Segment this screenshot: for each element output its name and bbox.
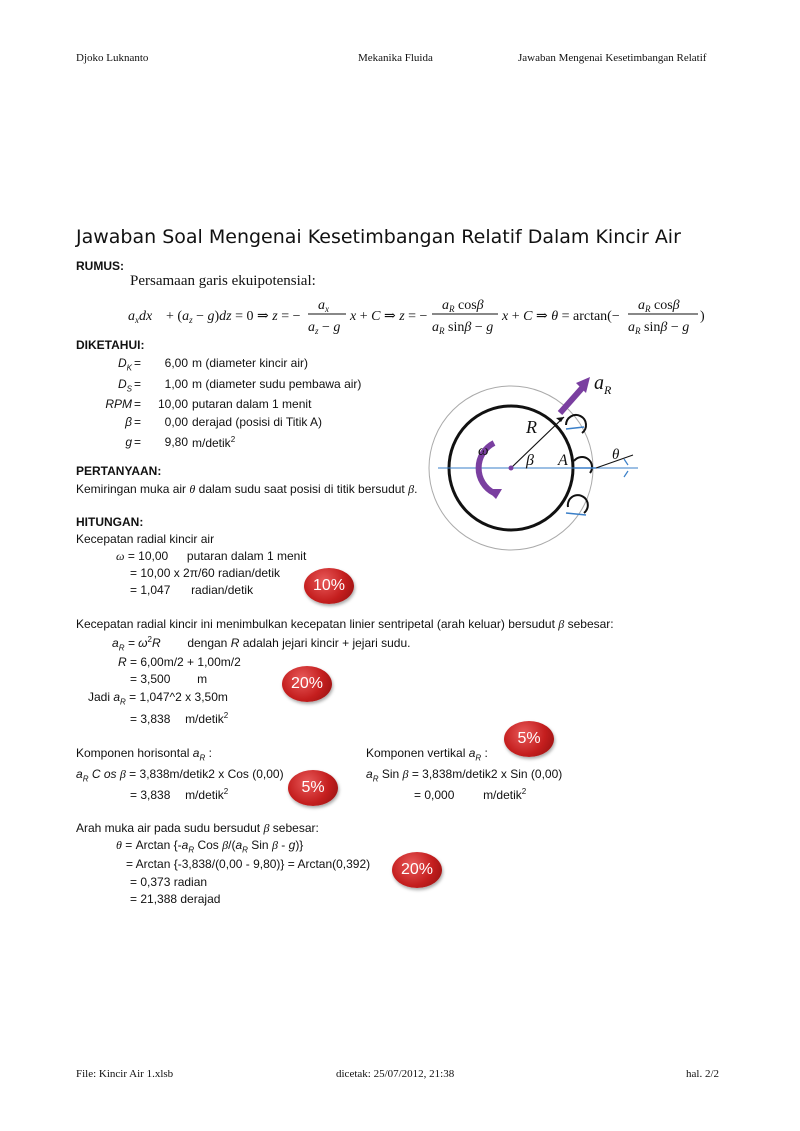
svg-text:): ) (700, 309, 705, 324)
omega-line-3 (130, 583, 253, 597)
ar-subscript: R (242, 845, 248, 855)
svg-text:aR cosβ: $a_R$ cosβ (638, 298, 680, 314)
arah-title-end: sebesar: (272, 821, 319, 835)
horiz-result: = 3,838 (130, 788, 171, 802)
arah-title-text: Arah muka air pada sudu bersudut (76, 821, 261, 835)
omega-unit: putaran dalam 1 menit (186, 549, 307, 563)
radius-line (511, 417, 564, 468)
ar-symbol: a (192, 746, 200, 760)
vert-title: Komponen vertikal $a_R$ : (366, 746, 488, 763)
var-symbol: β (125, 415, 132, 429)
var-value: 10,00 (157, 397, 188, 411)
theta-formula-part: = Arctan {- (125, 838, 182, 852)
svg-text:+ (az − g)dz = 0 ⇒ z = −: + $(a_z - g)dz = 0$ ⇒ z = − (166, 309, 301, 325)
label-A: A (558, 452, 568, 469)
var-value: 6,00 (164, 356, 188, 370)
R-line-2 (130, 672, 207, 686)
horiz-formula: = 3,838m/detik2 x Cos (0,00) (129, 767, 284, 781)
g-symbol: g (288, 838, 296, 852)
ar-symbol: a (468, 746, 476, 760)
diketahui-label: DIKETAHUI: (76, 338, 145, 352)
var-symbol: D (117, 377, 127, 391)
ar-symbol: a (76, 767, 83, 781)
ar-subscript: R (82, 774, 89, 784)
theta-line-2: = Arctan {-3,838/(0,00 - 9,80)} = Arctan(0,392) (126, 857, 371, 871)
beta-symbol: β (408, 482, 415, 496)
label-theta: θ (612, 447, 620, 463)
horiz-line-1 (76, 767, 284, 783)
theta-indicator (624, 471, 628, 477)
label-omega: ω (478, 443, 489, 459)
svg-text:ax: $a_x$ (318, 298, 329, 314)
R-value: = 3,500 (130, 672, 171, 686)
unit-superscript: 2 (230, 435, 236, 444)
vert-title-text: Komponen vertikal (366, 746, 466, 760)
ar-R: R (151, 636, 161, 650)
ar-superscript: 2 (147, 635, 152, 644)
rumus-label: RUMUS: (76, 259, 124, 273)
score-badge: 10% (304, 568, 354, 604)
var-subscript: S (126, 384, 132, 394)
hitungan-label: HITUNGAN: (76, 515, 144, 529)
ar-subscript: R (188, 845, 195, 855)
ar-subscript: R (372, 774, 379, 784)
label-beta: β (526, 452, 534, 469)
pertanyaan-text (76, 482, 417, 497)
ar-title-end: sebesar: (567, 617, 614, 631)
var-symbol: g (125, 435, 132, 449)
equals-sign: = (134, 356, 142, 370)
arah-title (76, 821, 319, 836)
equals-sign: = (134, 415, 142, 429)
horiz-line-2 (130, 787, 228, 802)
rumus-subtitle: Persamaan garis ekuipotensial: (130, 273, 316, 289)
score-badge: 20% (392, 852, 442, 888)
header-doc-title: Jawaban Mengenai Kesetimbangan Relatif (518, 52, 707, 64)
var-desc: m (diameter kincir air) (192, 356, 309, 370)
theta-symbol: θ (189, 482, 196, 496)
beta-symbol: β (558, 617, 565, 631)
diketahui-row (76, 377, 362, 397)
var-desc: m/detik (192, 436, 231, 450)
unit-superscript: 2 (223, 787, 229, 796)
horiz-title-text: Komponen horisontal (76, 746, 190, 760)
footer-page: hal. 2/2 (686, 1068, 719, 1080)
theta-indicator (624, 459, 628, 465)
ar-symbol: a (181, 838, 189, 852)
beta-symbol: β (263, 821, 270, 835)
equals-sign: = (134, 397, 142, 411)
header-course: Mekanika Fluida (358, 52, 433, 64)
bucket-water-top (566, 427, 584, 429)
ar-note-R: R (230, 636, 240, 650)
diketahui-row (76, 435, 336, 455)
omega-arrowhead (486, 489, 502, 499)
ar-subscript: R (120, 697, 126, 707)
beta-symbol: β (119, 767, 126, 781)
omega-result: = 1,047 (130, 583, 171, 597)
label-aR: $a_R$ (594, 372, 612, 397)
ar-result-line (130, 711, 228, 726)
R-line-1 (118, 655, 241, 669)
page-title: Jawaban Soal Mengenai Kesetimbangan Relatif Dalam Kincir Air (76, 226, 681, 248)
ar-symbol: a (366, 767, 373, 781)
ar-title (76, 617, 614, 632)
equals-sign: = (134, 435, 142, 449)
omega-title: Kecepatan radial kincir air (76, 532, 215, 546)
vert-unit: m/detik (483, 788, 522, 802)
svg-text:x + C ⇒ z = −: x + C ⇒ z = − (350, 309, 428, 324)
svg-text:aR sinβ − g: $a_R$ sinβ − g (432, 320, 494, 336)
var-desc: putaran dalam 1 menit (192, 397, 312, 411)
bucket-middle (574, 457, 592, 473)
ar-subscript: R (118, 643, 125, 653)
ar-note-text: adalah jejari kincir + jejari sudu. (242, 636, 411, 650)
ar-title-text: Kecepatan radial kincir ini menimbulkan kecepatan linier sentripetal (arah keluar) bersudut (76, 617, 555, 631)
var-value: 1,00 (164, 377, 188, 391)
footer-printed: dicetak: 25/07/2012, 21:38 (336, 1068, 455, 1080)
theta-formula-part: Cos (197, 838, 219, 852)
score-badge: 5% (504, 721, 554, 757)
svg-text:x + C ⇒ θ = arctan(−: x + C ⇒ θ = arctan(− (502, 309, 620, 324)
beta-symbol: β (222, 838, 229, 852)
horiz-expr: C os (91, 767, 117, 781)
center-dot (509, 466, 514, 471)
jadi-line (88, 690, 228, 706)
vert-formula: = 3,838m/detik2 x Sin (0,00) (411, 767, 563, 781)
R-formula: = 6,00m/2 + 1,00m/2 (130, 655, 241, 669)
ar-subscript: R (475, 753, 482, 763)
ar-result: = 3,838 (130, 712, 171, 726)
omega-line-2: = 10,00 x 2π/60 radian/detik (130, 566, 281, 580)
vert-expr: Sin (381, 767, 400, 781)
bucket-water-bottom (566, 513, 586, 515)
horiz-unit: m/detik (185, 788, 224, 802)
jadi-formula: = 1,047^2 x 3,50m (129, 690, 228, 704)
svg-text:aR sinβ − g: $a_R$ sinβ − g (628, 320, 690, 336)
diketahui-table (76, 356, 362, 455)
ar-symbol: a (112, 636, 119, 650)
omega-symbol: ω (116, 549, 125, 563)
theta-line-4: = 21,388 derajad (130, 892, 221, 906)
ar-result-unit: m/detik (185, 712, 224, 726)
omega-value: = 10,00 (127, 549, 169, 563)
ar-symbol: a (113, 690, 121, 704)
svg-text:axdx: $a_xdx$ (128, 309, 153, 325)
var-subscript: K (126, 363, 132, 373)
jadi-label: Jadi (88, 690, 111, 704)
var-value: 0,00 (164, 415, 188, 429)
svg-text:az − g: $a_z - g$ (308, 320, 341, 336)
R-symbol: R (118, 655, 127, 669)
theta-formula-part: - (281, 838, 286, 852)
ar-formula-line (112, 635, 410, 652)
label-R: R (526, 417, 537, 437)
diketahui-row (76, 415, 336, 435)
water-wheel-diagram (428, 365, 658, 565)
vert-result: = 0,000 (414, 788, 455, 802)
var-value: 9,80 (164, 435, 188, 449)
theta-line-3: = 0,373 radian (130, 875, 208, 889)
ar-equals-omega: = ω (127, 636, 148, 650)
var-desc: m (diameter sudu pembawa air) (192, 377, 362, 391)
var-desc: derajad (posisi di Titik A) (192, 415, 323, 429)
unit-superscript: 2 (223, 711, 229, 720)
aR-arrow (560, 387, 583, 413)
theta-line-1 (116, 838, 303, 854)
diketahui-row (76, 356, 336, 377)
svg-text:aR cosβ: $a_R$ cosβ (442, 298, 484, 314)
vert-line-2 (414, 787, 526, 802)
theta-symbol: θ (116, 838, 122, 852)
question-end: . (414, 482, 418, 496)
pertanyaan-label: PERTANYAAN: (76, 464, 162, 478)
theta-formula-part: )} (295, 838, 304, 852)
ar-subscript: R (199, 753, 206, 763)
var-symbol: D (117, 356, 127, 370)
R-unit: m (197, 672, 208, 686)
horiz-title: Komponen horisontal $a_R$ : (76, 746, 212, 763)
var-symbol: RPM (105, 397, 132, 411)
beta-symbol: β (402, 767, 409, 781)
theta-formula-part: Sin (251, 838, 269, 852)
ar-symbol: a (235, 838, 243, 852)
equipotential-equation (126, 292, 726, 342)
score-badge: 5% (288, 770, 338, 806)
header-author: Djoko Luknanto (76, 52, 149, 64)
question-text-part: dalam sudu saat posisi di titik bersudut (198, 482, 405, 496)
omega-line-1 (116, 549, 306, 564)
ar-note-text: dengan (187, 636, 228, 650)
omega-result-unit: radian/detik (191, 583, 254, 597)
vert-line-1 (366, 767, 562, 783)
unit-superscript: 2 (521, 787, 527, 796)
beta-symbol: β (271, 838, 278, 852)
question-text-part: Kemiringan muka air (76, 482, 187, 496)
footer-file: File: Kincir Air 1.xlsb (76, 1068, 174, 1080)
theta-formula-part: /( (228, 838, 236, 852)
diketahui-row (76, 397, 336, 415)
equals-sign: = (134, 377, 142, 391)
score-badge: 20% (282, 666, 332, 702)
